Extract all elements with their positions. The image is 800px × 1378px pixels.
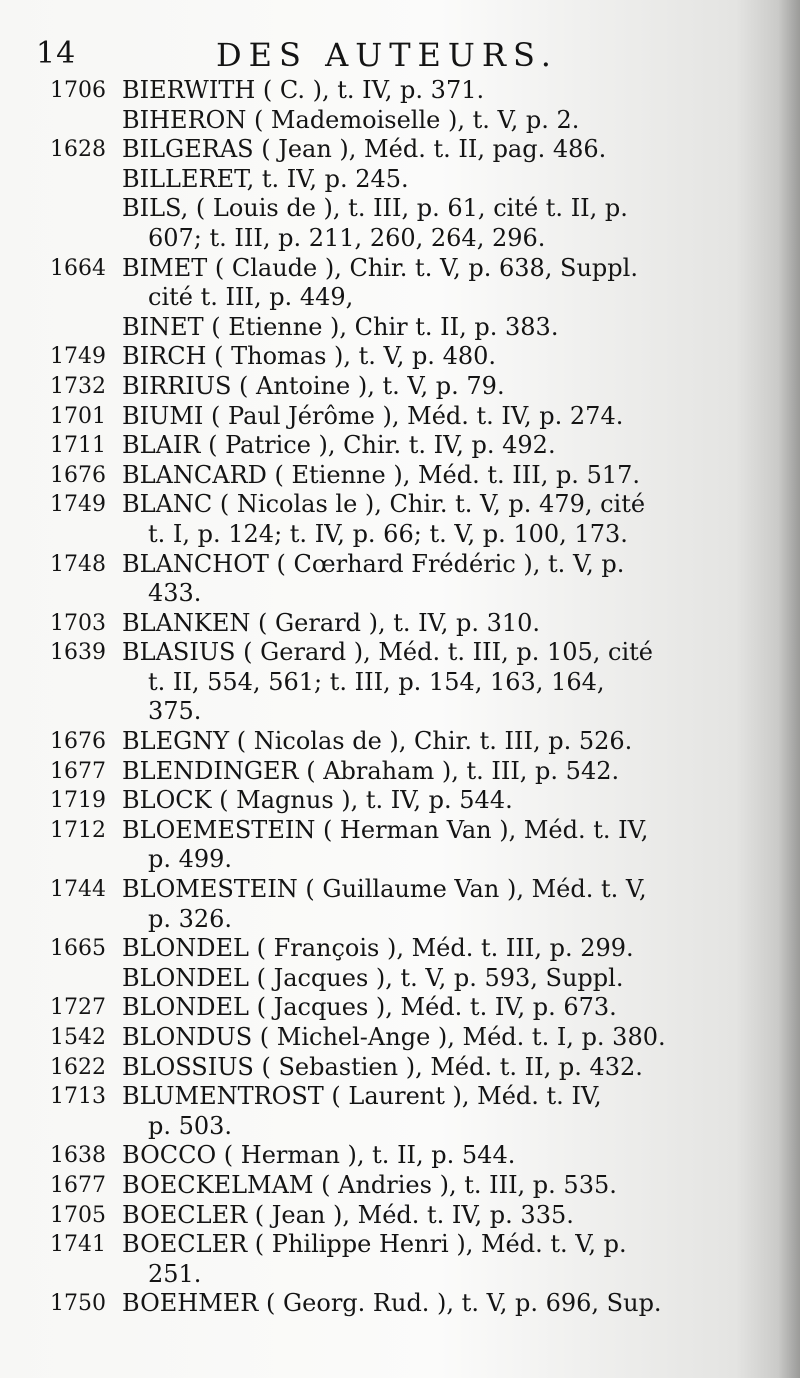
index-entry-line (40, 1230, 770, 1260)
index-entry-line (40, 1053, 770, 1083)
entry-text: BLOSSIUS ( Sebastien ), Méd. t. II, p. 432. (122, 1052, 643, 1081)
entry-text: BOECLER ( Philippe Henri ), Méd. t. V, p. (122, 1230, 627, 1259)
index-entry-line (40, 934, 770, 964)
index-entry-line (40, 1112, 770, 1142)
entry-text: BLONDEL ( Jacques ), t. V, p. 593, Suppl. (122, 963, 624, 992)
index-entry-line (40, 490, 770, 520)
entry-text: BOECLER ( Jean ), Méd. t. IV, p. 335. (122, 1200, 574, 1229)
index-entry-line (40, 757, 770, 787)
index-entry-line (40, 165, 770, 195)
entry-text: BIRCH ( Thomas ), t. V, p. 480. (122, 342, 497, 371)
index-entry-line (40, 1289, 770, 1319)
index-entry-line (40, 520, 770, 550)
entry-text: BINET ( Etienne ), Chir t. II, p. 383. (122, 312, 559, 341)
entry-continuation: cité t. III, p. 449, (148, 283, 354, 312)
entry-text: BLAIR ( Patrice ), Chir. t. IV, p. 492. (122, 431, 556, 460)
entry-year: 1741 (50, 1232, 106, 1258)
index-entry-line (40, 993, 770, 1023)
entry-continuation: 251. (148, 1259, 202, 1288)
entry-text: BIRRIUS ( Antoine ), t. V, p. 79. (122, 371, 505, 400)
index-entry-line (40, 76, 770, 106)
entry-year: 1639 (50, 640, 106, 666)
entry-year: 1719 (50, 788, 106, 814)
entry-text: BOECKELMAM ( Andries ), t. III, p. 535. (122, 1170, 617, 1199)
entry-text: BLONDEL ( François ), Méd. t. III, p. 299. (122, 934, 634, 963)
entry-year: 1712 (50, 817, 106, 843)
page-number: 14 (36, 36, 77, 71)
entry-year: 1665 (50, 936, 106, 962)
page-header (36, 30, 760, 78)
entry-year: 1749 (50, 492, 106, 518)
entry-year: 1732 (50, 373, 106, 399)
entry-text: BLASIUS ( Gerard ), Méd. t. III, p. 105, cité (122, 638, 654, 667)
index-entry-line (40, 1201, 770, 1231)
entry-continuation: p. 326. (148, 904, 233, 933)
entry-text: BLOCK ( Magnus ), t. IV, p. 544. (122, 786, 513, 815)
index-entry-line (40, 845, 770, 875)
index-entry-line (40, 372, 770, 402)
entry-text: BILLERET, t. IV, p. 245. (122, 164, 409, 193)
entry-continuation: p. 499. (148, 845, 233, 874)
index-entry-line (40, 786, 770, 816)
index-entry-line (40, 313, 770, 343)
entry-text: BLOMESTEIN ( Guillaume Van ), Méd. t. V, (122, 875, 647, 904)
entry-text: BLANCARD ( Etienne ), Méd. t. III, p. 517. (122, 460, 641, 489)
index-entry-line (40, 1023, 770, 1053)
entry-text: BLONDUS ( Michel-Ange ), Méd. t. I, p. 380. (122, 1023, 666, 1051)
index-entry-line (40, 609, 770, 639)
entry-year: 1664 (50, 255, 106, 281)
entry-text: BLONDEL ( Jacques ), Méd. t. IV, p. 673. (122, 993, 617, 1022)
entry-text: BIERWITH ( C. ), t. IV, p. 371. (122, 76, 485, 104)
entry-year: 1676 (50, 462, 106, 488)
entry-year: 1748 (50, 551, 106, 577)
entry-text: BIMET ( Claude ), Chir. t. V, p. 638, Suppl. (122, 253, 638, 282)
entry-year: 1706 (50, 78, 106, 103)
entry-year: 1713 (50, 1084, 106, 1110)
entry-year: 1677 (50, 758, 106, 784)
entry-continuation: t. II, 554, 561; t. III, p. 154, 163, 164, (148, 667, 605, 696)
entry-year: 1622 (50, 1054, 106, 1080)
entry-text: BILS, ( Louis de ), t. III, p. 61, cité t. II, p. (122, 194, 628, 223)
index-entry-line (40, 964, 770, 994)
entry-year: 1542 (50, 1025, 106, 1050)
entry-text: BLOEMESTEIN ( Herman Van ), Méd. t. IV, (122, 815, 649, 844)
index-entry-line (40, 402, 770, 432)
entry-year: 1744 (50, 877, 106, 903)
index-entry-line (40, 638, 770, 668)
entry-year: 1727 (50, 995, 106, 1021)
entry-year: 1705 (50, 1202, 106, 1228)
entry-text: BIHERON ( Mademoiselle ), t. V, p. 2. (122, 105, 580, 134)
entry-year: 1676 (50, 729, 106, 755)
index-entry-line (40, 905, 770, 935)
index-entry-line (40, 194, 770, 224)
index-entry-line (40, 697, 770, 727)
index-entry-line (40, 1171, 770, 1201)
author-index-list (40, 76, 770, 1319)
entry-text: BIUMI ( Paul Jérôme ), Méd. t. IV, p. 274. (122, 401, 624, 430)
entry-text: BLANCHOT ( Cœrhard Frédéric ), t. V, p. (122, 549, 625, 578)
index-entry-line (40, 135, 770, 165)
entry-continuation: p. 503. (148, 1111, 233, 1140)
entry-year: 1711 (50, 433, 106, 459)
entry-text: BLUMENTROST ( Laurent ), Méd. t. IV, (122, 1082, 602, 1111)
entry-year: 1628 (50, 137, 106, 163)
running-title: DES AUTEURS. (216, 36, 558, 74)
entry-continuation: 607; t. III, p. 211, 260, 264, 296. (148, 223, 546, 252)
entry-text: BLENDINGER ( Abraham ), t. III, p. 542. (122, 756, 620, 785)
entry-year: 1638 (50, 1143, 106, 1169)
entry-text: BILGERAS ( Jean ), Méd. t. II, pag. 486. (122, 135, 607, 164)
entry-text: BOEHMER ( Georg. Rud. ), t. V, p. 696, Sup. (122, 1289, 662, 1318)
entry-year: 1749 (50, 344, 106, 370)
entry-continuation: 375. (148, 697, 202, 726)
entry-year: 1701 (50, 403, 106, 429)
index-entry-line (40, 1260, 770, 1290)
index-entry-line (40, 579, 770, 609)
index-entry-line (40, 668, 770, 698)
index-entry-line (40, 875, 770, 905)
page-fold-shadow (778, 0, 800, 1378)
entry-continuation: t. I, p. 124; t. IV, p. 66; t. V, p. 100, 173. (148, 519, 628, 548)
index-entry-line (40, 816, 770, 846)
index-entry-line (40, 106, 770, 136)
entry-text: BLANKEN ( Gerard ), t. IV, p. 310. (122, 608, 541, 637)
index-entry-line (40, 431, 770, 461)
entry-year: 1703 (50, 610, 106, 636)
entry-text: BLEGNY ( Nicolas de ), Chir. t. III, p. 526. (122, 727, 633, 756)
entry-year: 1677 (50, 1172, 106, 1198)
index-entry-line (40, 1141, 770, 1171)
index-entry-line (40, 461, 770, 491)
index-entry-line (40, 342, 770, 372)
entry-text: BLANC ( Nicolas le ), Chir. t. V, p. 479, cité (122, 490, 646, 519)
entry-year: 1750 (50, 1291, 106, 1317)
index-entry-line (40, 224, 770, 254)
index-entry-line (40, 283, 770, 313)
index-entry-line (40, 727, 770, 757)
index-entry-line (40, 550, 770, 580)
entry-text: BOCCO ( Herman ), t. II, p. 544. (122, 1141, 516, 1170)
entry-continuation: 433. (148, 579, 202, 608)
index-entry-line (40, 1082, 770, 1112)
index-entry-line (40, 254, 770, 284)
